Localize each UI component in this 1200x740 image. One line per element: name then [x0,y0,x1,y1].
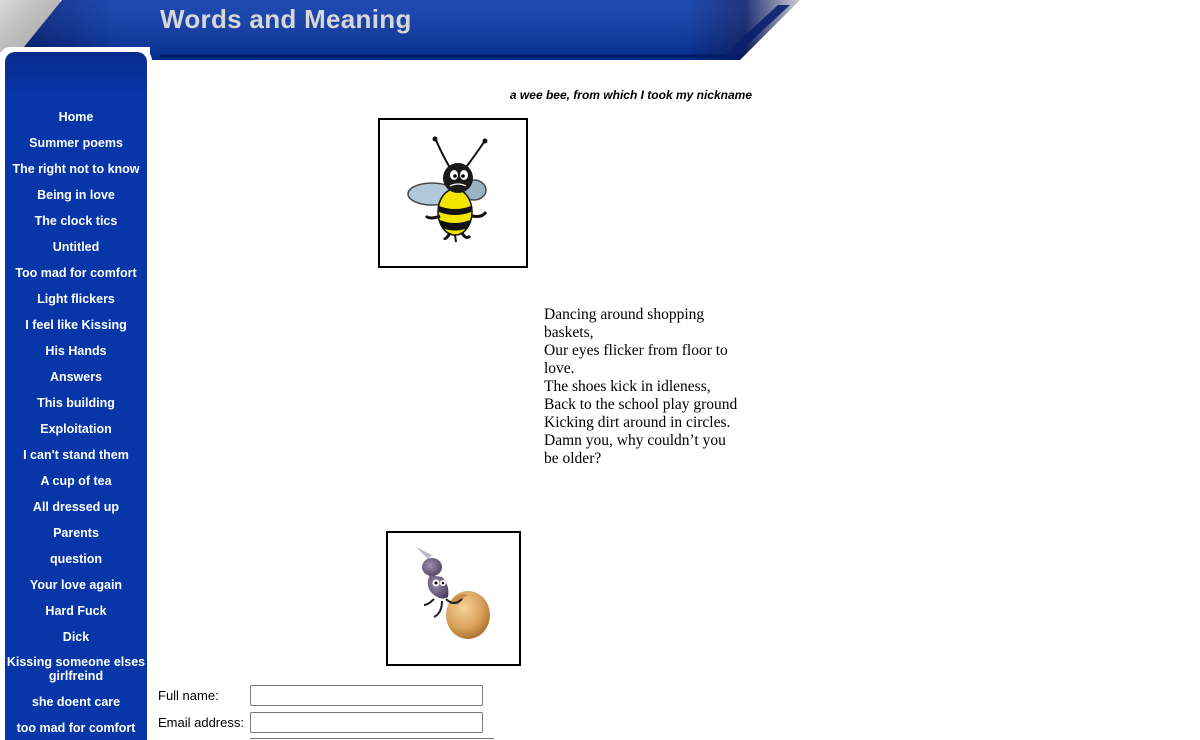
sidebar-item-too-mad-for-comfort [5,265,147,281]
full-name-label: Full name: [158,688,219,703]
sidebar-item-answers [5,369,147,385]
sidebar-item-the-right-not-to-know [5,161,147,177]
sack-character-icon [388,533,519,664]
sidebar-link[interactable]: Light flickers [37,292,115,306]
sidebar-link[interactable]: too mad for comfort [16,721,136,735]
sidebar-link[interactable]: I can't stand them [23,448,129,462]
sidebar-item-being-in-love [5,187,147,203]
sack-image-frame [386,531,521,666]
poem [544,306,754,468]
sidebar-item-light-flickers [5,291,147,307]
sidebar-item-dick [5,629,147,645]
sidebar-link[interactable]: His Hands [45,344,107,358]
sidebar-item-question [5,551,147,567]
bee-image-frame [378,118,528,268]
email-label: Email address: [158,715,244,730]
sidebar-link[interactable]: The right not to know [12,162,140,176]
poem-line: love. [544,360,575,377]
poem-line: baskets, [544,324,594,341]
sidebar-item-kissing-someone-elses-girlfreind [5,655,147,684]
sidebar-item-untitled [5,239,147,255]
poem-line: Dancing around shopping [544,306,705,323]
full-name-input[interactable] [250,685,483,706]
sidebar-item-a-cup-of-tea [5,473,147,489]
sidebar-item-hard-fuck [5,603,147,619]
sidebar-link[interactable]: Dick [62,630,90,644]
poem-line: Damn you, why couldn’t you [544,432,726,449]
sidebar-item-too-mad-for-comfort-2 [5,720,147,736]
email-input[interactable] [250,712,483,733]
sidebar-link[interactable]: Untitled [52,240,100,254]
poem-line: be older? [544,450,602,467]
sidebar-link[interactable]: Your love again [29,578,123,592]
sidebar-link[interactable]: question [49,552,103,566]
sidebar-link[interactable]: I feel like Kissing [25,318,127,332]
sidebar-item-the-clock-tics [5,213,147,229]
sidebar-item-his-hands [5,343,147,359]
sidebar-item-home [5,109,147,125]
sidebar-link[interactable]: Summer poems [29,136,123,150]
sidebar-link[interactable]: she doent care [31,695,121,709]
sidebar-item-i-feel-like-kissing [5,317,147,333]
sidebar-item-summer-poems [5,135,147,151]
sidebar-item-i-cant-stand-them [5,447,147,463]
site-title: Words and Meaning [160,4,412,34]
sidebar-item-parents [5,525,147,541]
sidebar-link[interactable]: Kissing someone elses girlfreind [6,655,146,683]
poem-line: The shoes kick in idleness, [544,378,711,395]
bee-clipart-icon [380,120,526,266]
image-caption: a wee bee, from which I took my nickname [509,88,752,102]
sidebar-link[interactable]: Hard Fuck [45,604,107,618]
sidebar-nav [5,109,147,740]
sidebar-link[interactable]: The clock tics [34,214,118,228]
sidebar-item-this-building [5,395,147,411]
poem-line: Our eyes flicker from floor to [544,342,728,359]
sidebar-link[interactable]: Exploitation [40,422,112,436]
poem-line: Back to the school play ground [544,396,738,413]
sidebar-item-she-doent-care [5,694,147,710]
sidebar-item-exploitation [5,421,147,437]
sidebar-link[interactable]: A cup of tea [40,474,112,488]
sidebar-link[interactable]: Home [58,110,94,124]
sidebar-link[interactable]: Parents [53,526,99,540]
sidebar-item-all-dressed-up [5,499,147,515]
sidebar-link[interactable]: This building [37,396,115,410]
sidebar-item-your-love-again [5,577,147,593]
sidebar-link[interactable]: All dressed up [32,500,120,514]
poem-line: Kicking dirt around in circles. [544,414,731,431]
sidebar-link[interactable]: Being in love [37,188,115,202]
sidebar-link[interactable]: Too mad for comfort [15,266,137,280]
sidebar-link[interactable]: Answers [49,370,103,384]
